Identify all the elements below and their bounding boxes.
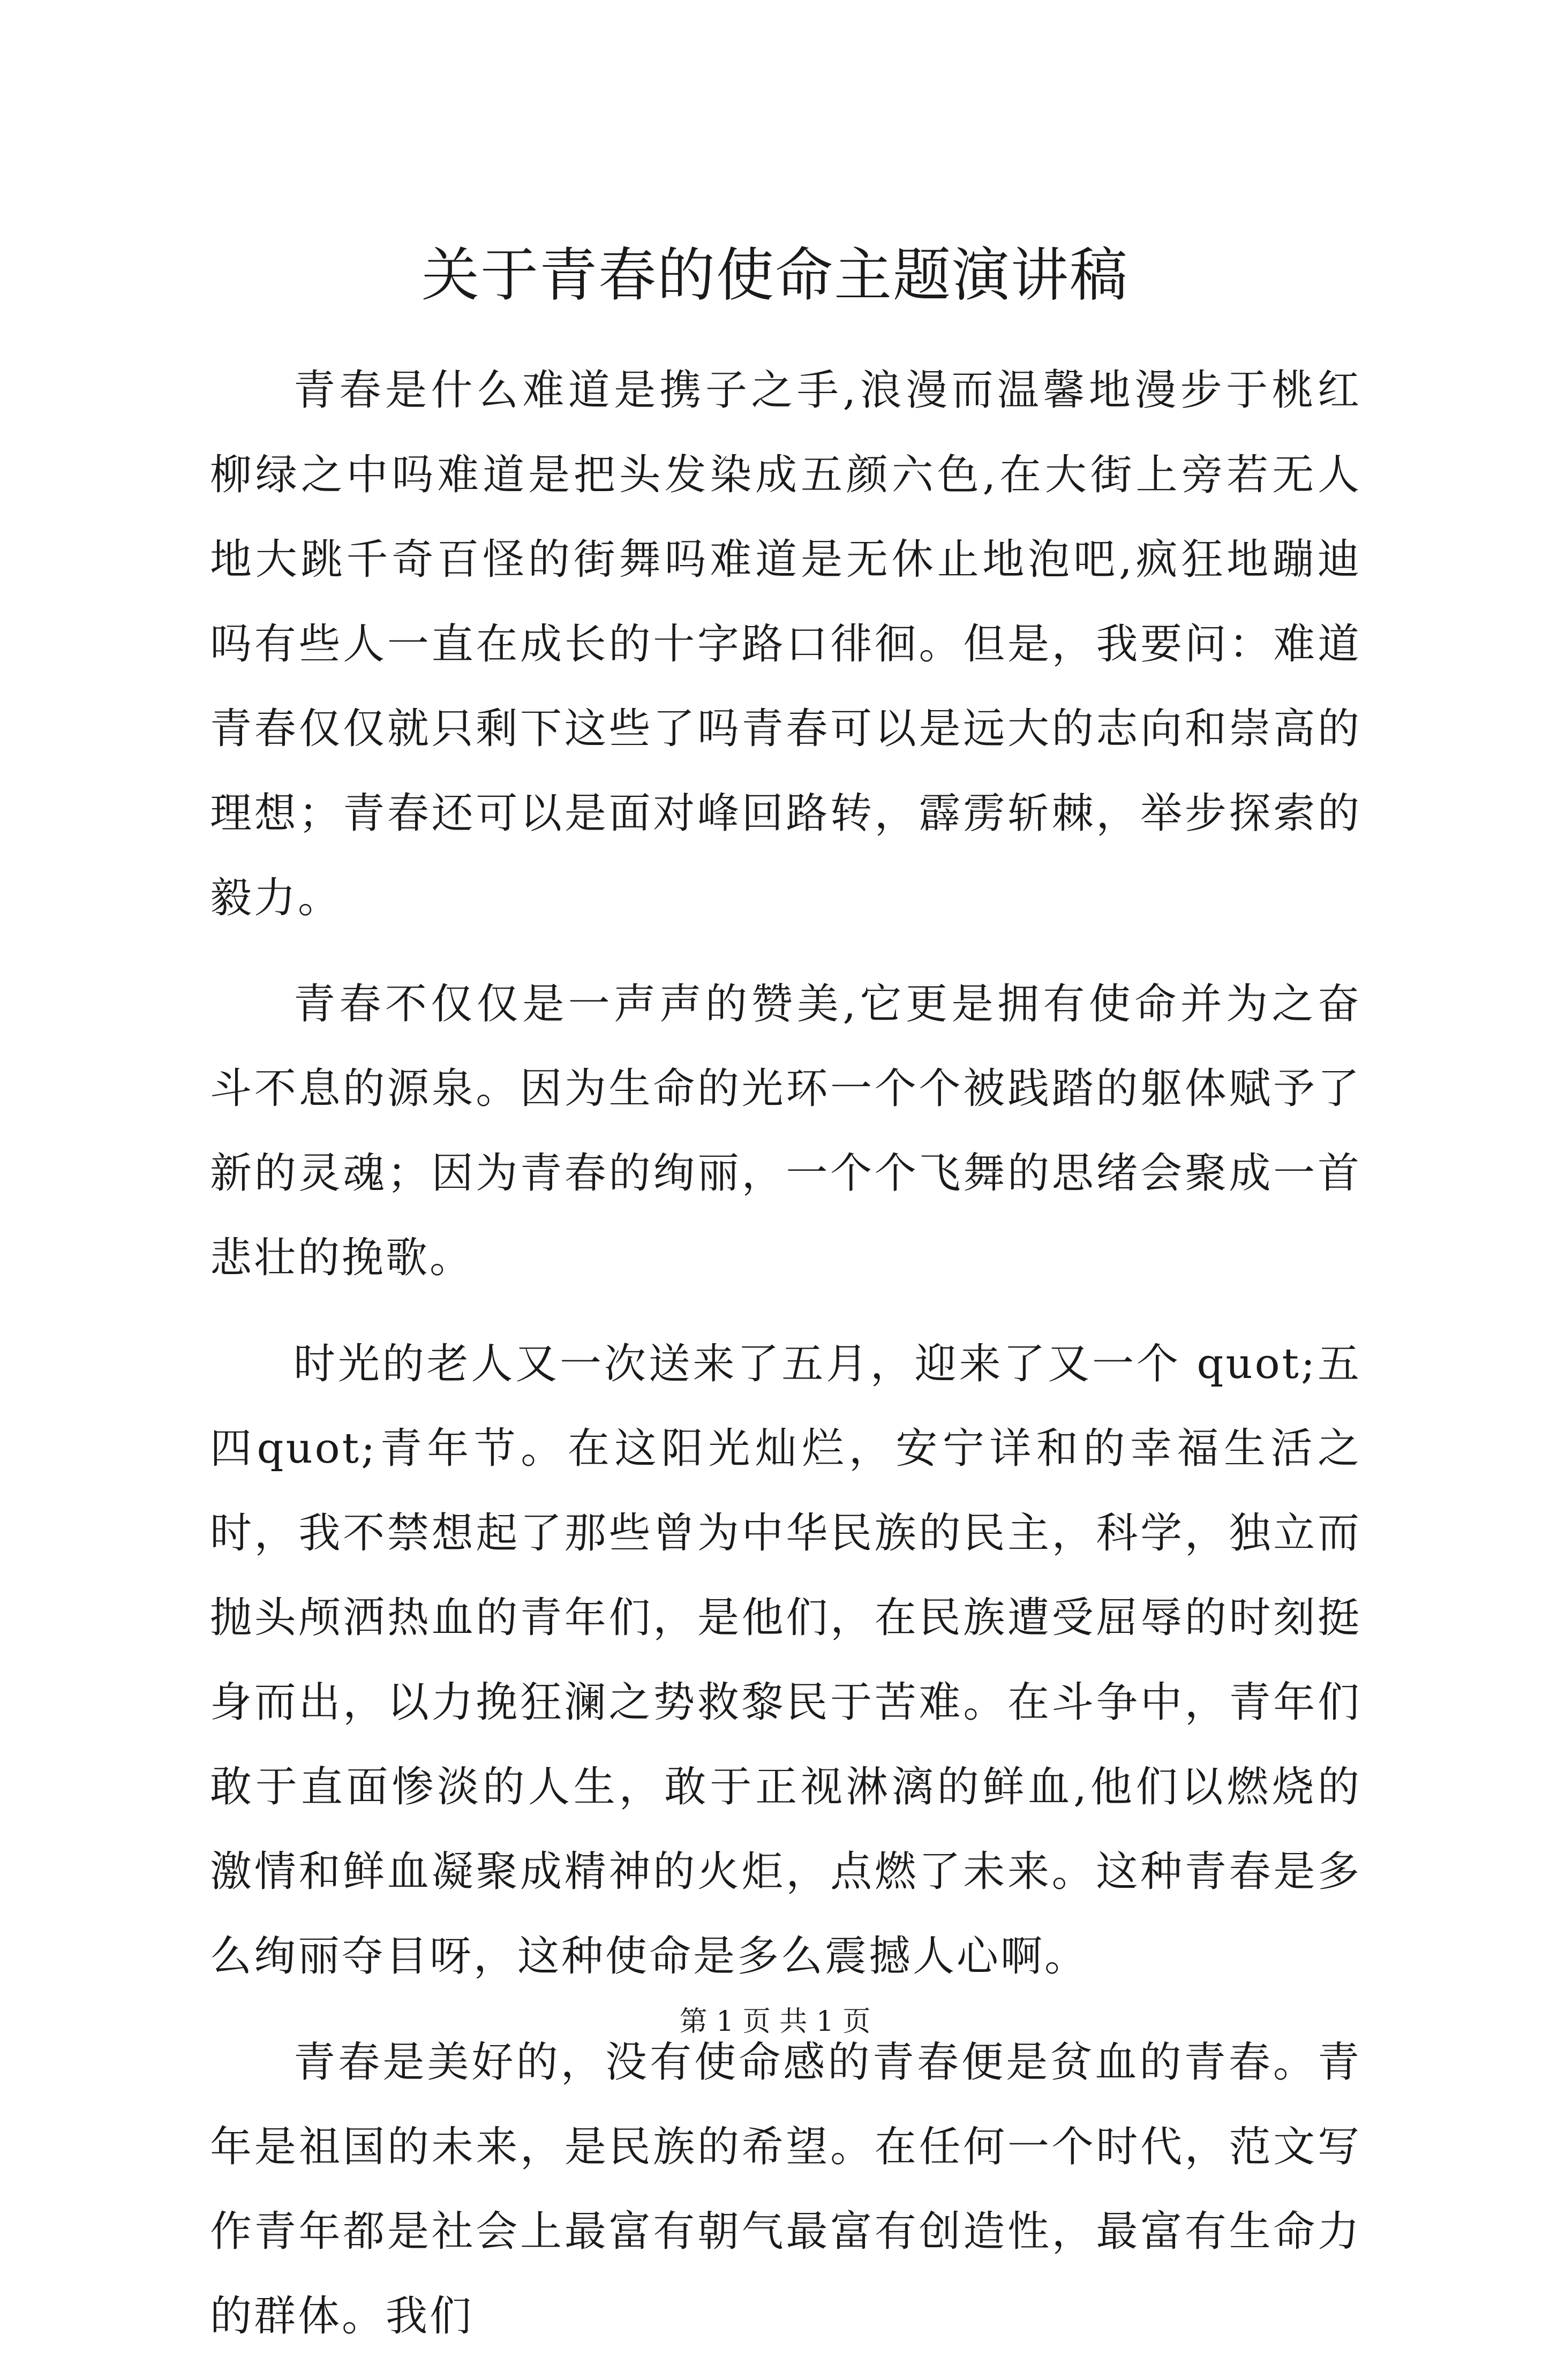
document-title: 关于青春的使命主题演讲稿 [421,242,1128,309]
page-footer: 第 1 页 共 1 页 [679,2006,871,2038]
paragraph-3: 时光的老人又一次送来了五月，迎来了又一个 quot;五四quot;青年节。在这阳光灿烂，安宁详和的幸福生活之时，我不禁想起了那些曾为中华民族的民主，科学，独立而抛头颅洒热血的青年们，是他们，在民族遭受屈辱的时刻挺身而出，以力挽狂澜之势救黎民于苦难。在斗争中，青年们敢于直面惨淡的人生，敢于正视淋漓的鲜血,他们以燃烧的激情和鲜血凝聚成精神的火炬，点燃了未来。这种青春是多么绚丽夺目呀，这种使命是多么震撼人心啊。 [210,1340,1361,1980]
paragraph-1: 青春是什么难道是携子之手,浪漫而温馨地漫步于桃红柳绿之中吗难道是把头发染成五颜六色,在大街上旁若无人地大跳千奇百怪的街舞吗难道是无休止地泡吧,疯狂地蹦迪吗有些人一直在成长的十字路口徘徊。但是，我要问：难道青春仅仅就只剩下这些了吗青春可以是远大的志向和崇高的理想；青春还可以是面对峰回路转，霹雳斩棘，举步探索的毅力。 [210,366,1361,922]
document-body [210,348,1361,2380]
paragraph-4: 青春是美好的，没有使命感的青春便是贫血的青春。青年是祖国的未来，是民族的希望。在任何一个时代，范文写作青年都是社会上最富有朝气最富有创造性，最富有生命力的群体。我们 [210,2038,1361,2340]
paragraph-2: 青春不仅仅是一声声的赞美,它更是拥有使命并为之奋斗不息的源泉。因为生命的光环一个个被践踏的躯体赋予了新的灵魂；因为青春的绚丽，一个个飞舞的思绪会聚成一首悲壮的挽歌。 [210,980,1361,1282]
